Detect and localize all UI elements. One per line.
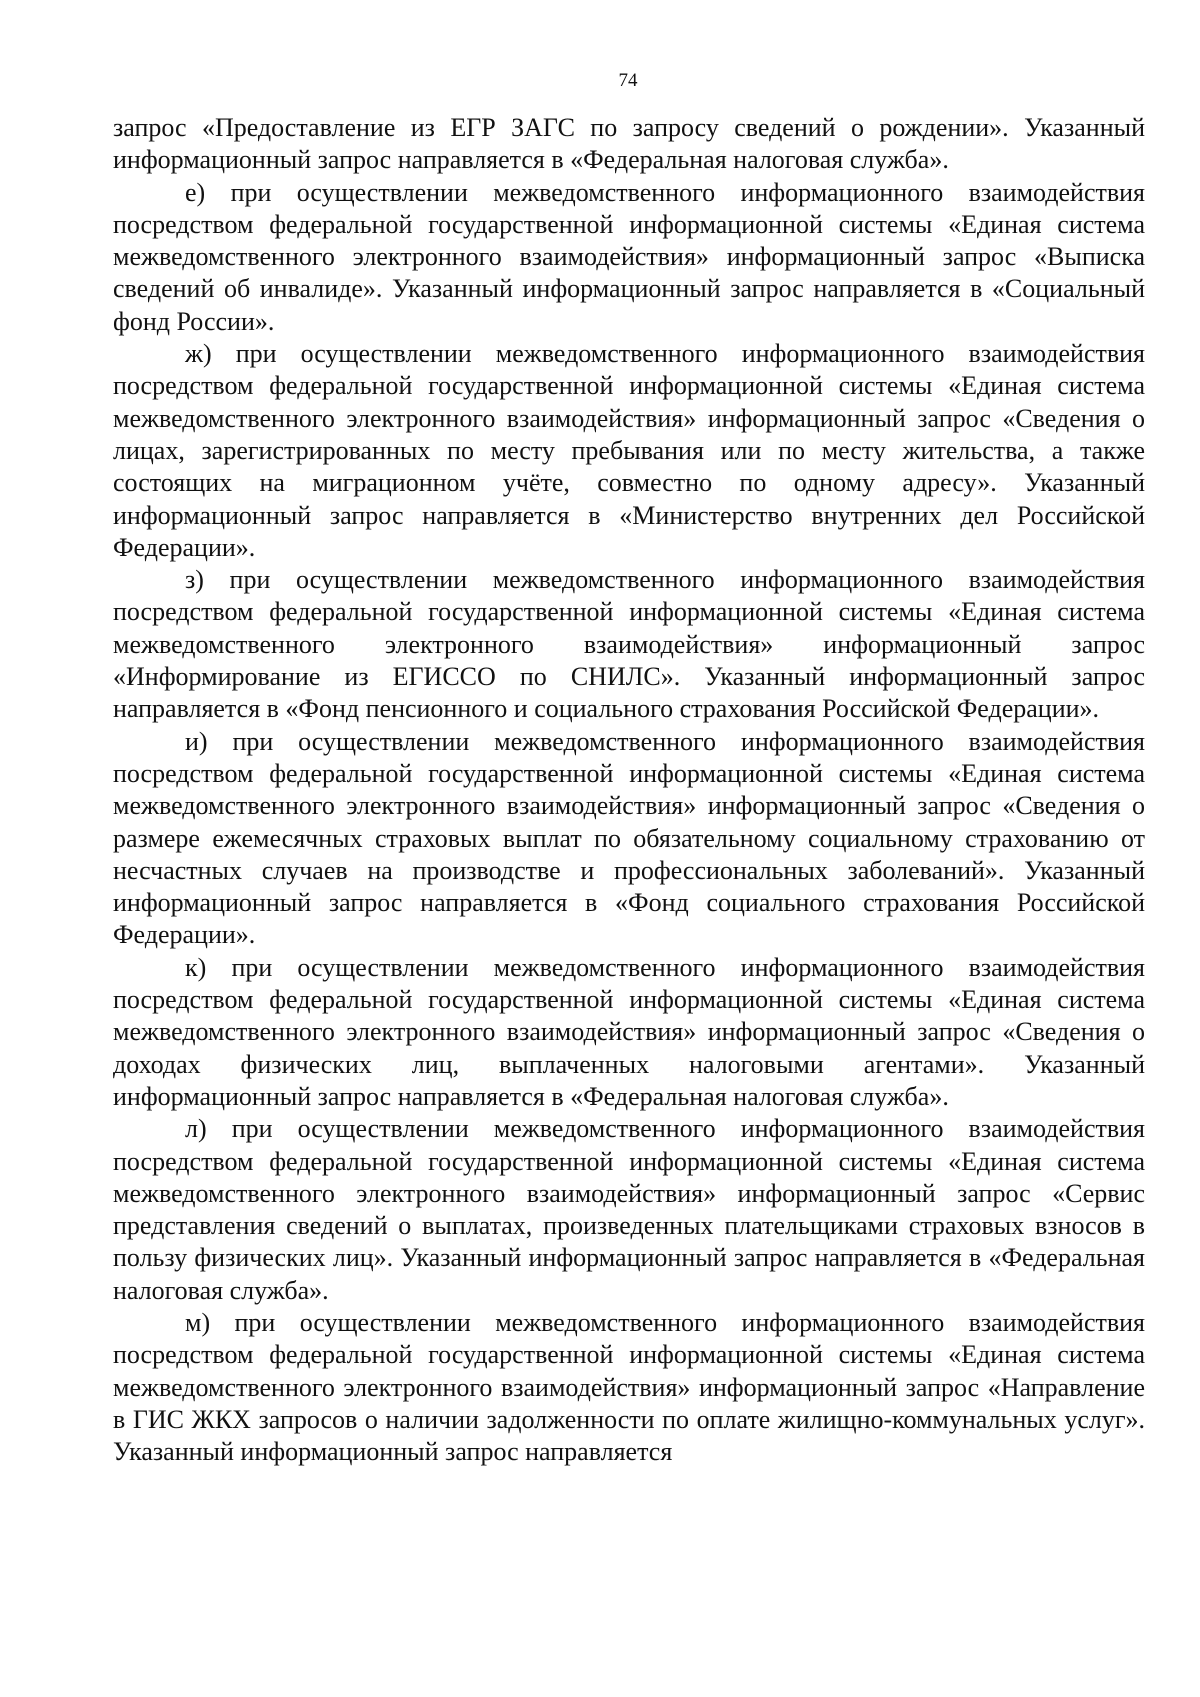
paragraph-text: запрос «Предоставление из ЕГР ЗАГС по запросу сведений о рождении». Указанный информационный запрос направляется в «Федеральная налоговая служба». <box>113 113 1145 175</box>
document-body <box>113 112 1145 1468</box>
page-number: 74 <box>618 70 638 91</box>
list-marker: и) <box>185 726 208 756</box>
paragraph-text: при осуществлении межведомственного информационного взаимодействия посредством федеральной государственной информационной системы «Единая система межведомственного электронного взаимодействия» информационный запрос «Сервис представления сведений о выплатах, произведенных плательщиками страховых взносов в пользу физических лиц». Указанный информационный запрос направляется в «Федеральная налоговая служба». <box>113 1114 1145 1305</box>
list-marker: ж) <box>185 339 212 369</box>
paragraph-text: при осуществлении межведомственного информационного взаимодействия посредством федеральной государственной информационной системы «Единая система межведомственного электронного взаимодействия» информационный запрос «Сведения о лицах, зарегистрированных по месту пребывания или по месту жительства, а также состоящих на миграционном учёте, совместно по одному адресу». Указанный информационный запрос направляется в «Министерство внутренних дел Российской Федерации». <box>113 339 1145 562</box>
list-marker: к) <box>185 952 207 982</box>
paragraph-item-e <box>113 177 1145 338</box>
list-marker: з) <box>185 565 204 595</box>
list-marker: е) <box>185 177 206 207</box>
paragraph-text: при осуществлении межведомственного информационного взаимодействия посредством федеральной государственной информационной системы «Единая система межведомственного электронного взаимодействия» информационный запрос «Информирование из ЕГИССО по СНИЛС». Указанный информационный запрос направляется в «Фонд пенсионного и социального страхования Российской Федерации». <box>113 565 1146 724</box>
paragraph-text: при осуществлении межведомственного информационного взаимодействия посредством федеральной государственной информационной системы «Единая система межведомственного электронного взаимодействия» информационный запрос «Сведения о доходах физических лиц, выплаченных налоговыми агентами». Указанный информационный запрос направляется в «Федеральная налоговая служба». <box>113 952 1146 1111</box>
paragraph-text: при осуществлении межведомственного информационного взаимодействия посредством федеральной государственной информационной системы «Единая система межведомственного электронного взаимодействия» информационный запрос «Выписка сведений об инвалиде». Указанный информационный запрос направляется в «Социальный фонд России». <box>113 177 1146 336</box>
paragraph-text: при осуществлении межведомственного информационного взаимодействия посредством федеральной государственной информационной системы «Единая система межведомственного электронного взаимодействия» информационный запрос «Сведения о размере ежемесячных страховых выплат по обязательному социальному страхованию от несчастных случаев на производстве и профессиональных заболеваний». Указанный информационный запрос направляется в «Фонд социального страхования Российской Федерации». <box>113 726 1145 950</box>
paragraph-text: при осуществлении межведомственного информационного взаимодействия посредством федеральной государственной информационной системы «Единая система межведомственного электронного взаимодействия» информационный запрос «Направление в ГИС ЖКХ запросов о наличии задолженности по оплате жилищно-коммунальных услуг». Указанный информационный запрос направляется <box>113 1307 1146 1467</box>
paragraph-continuation <box>113 112 1145 177</box>
paragraph-item-zh <box>113 338 1145 564</box>
list-marker: л) <box>185 1114 207 1144</box>
list-marker: м) <box>185 1307 211 1337</box>
paragraph-item-k <box>113 952 1145 1113</box>
paragraph-item-l <box>113 1113 1145 1307</box>
paragraph-item-i <box>113 726 1145 952</box>
paragraph-item-z <box>113 564 1145 725</box>
paragraph-item-m <box>113 1307 1145 1468</box>
